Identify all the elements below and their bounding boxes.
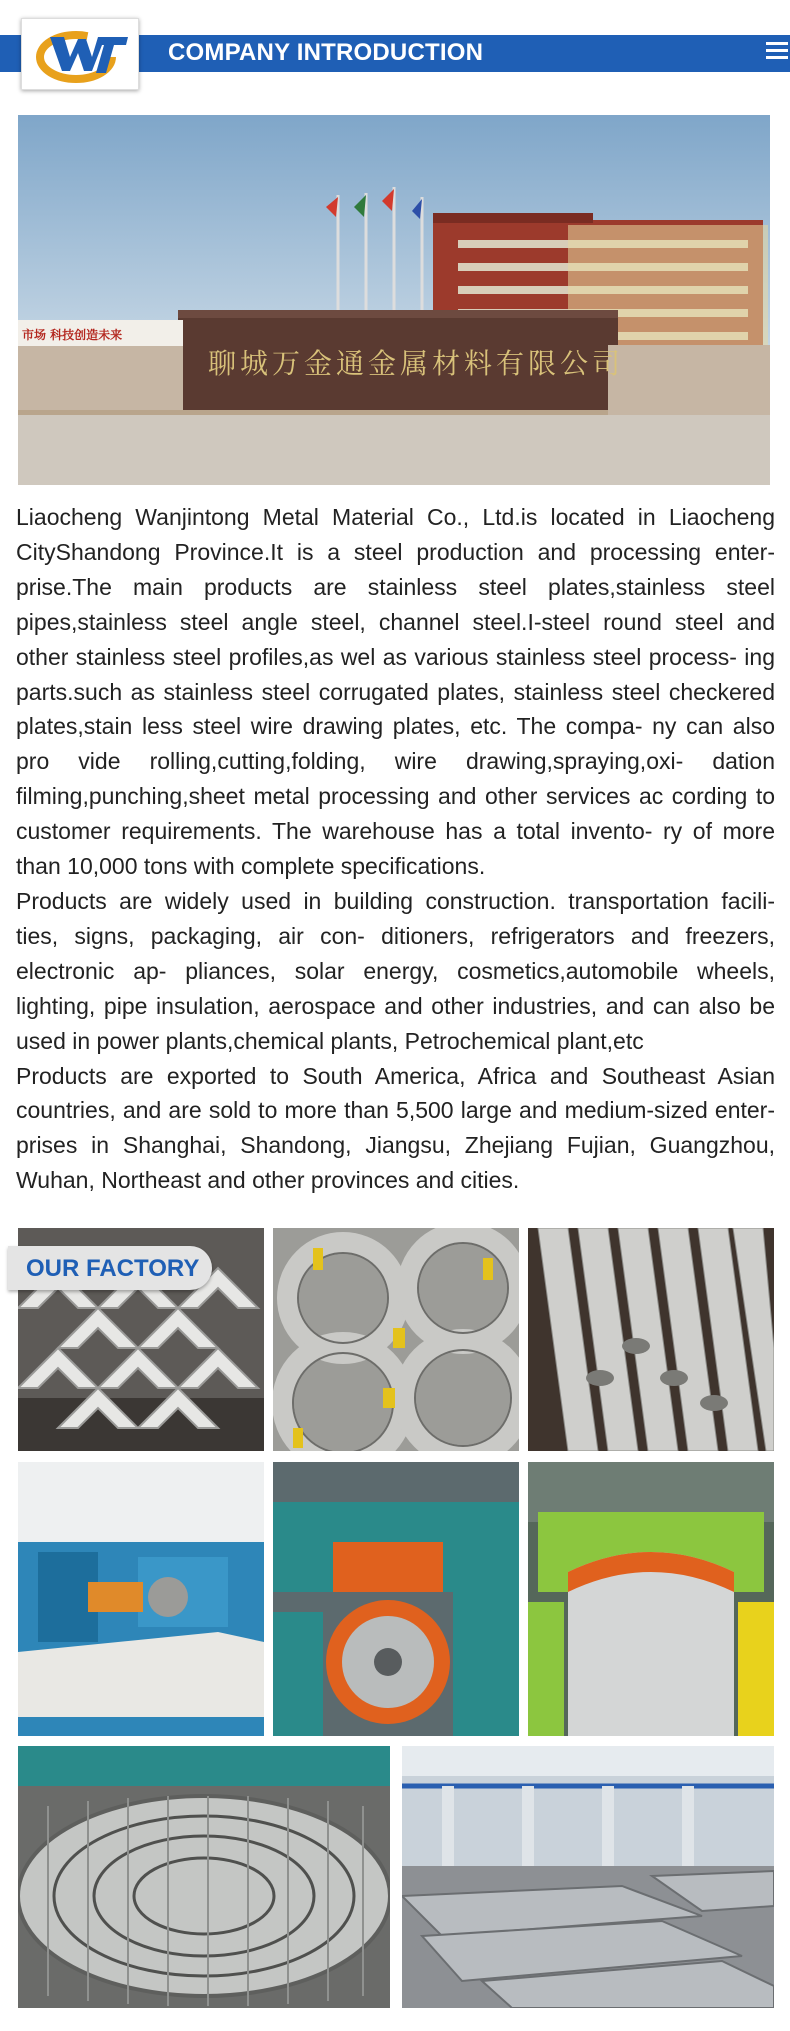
sheet-processing-line-photo [18, 1462, 264, 1736]
steel-plates-warehouse-photo [402, 1746, 774, 2008]
company-intro-text [16, 500, 775, 1198]
sign-text: 聊城万金通金属材料有限公司 [208, 347, 625, 380]
steel-coils-photo [273, 1228, 519, 1451]
our-factory-badge [8, 1246, 212, 1290]
wt-logo-icon [30, 23, 130, 85]
company-building-photo [18, 115, 770, 485]
slitting-line-photo [528, 1462, 774, 1736]
menu-button[interactable] [764, 38, 790, 68]
side-wall-text: 市场 科技创造未来 [22, 328, 123, 342]
coil-machine-photo [273, 1462, 519, 1736]
page-title: COMPANY INTRODUCTION [168, 39, 484, 66]
slit-coil-photo [18, 1746, 390, 2008]
company-logo[interactable] [21, 18, 139, 90]
our-factory-label: OUR FACTORY [26, 1255, 200, 1282]
intro-paragraph: Products are exported to South America, Africa and Southeast Asian countries, and are sold to more than 5,500 large and medium-sized enter- prises in Shanghai, Shandong, Jiangsu, Zhejiang Fujian, Guangzhou, Wuhan, Northeast and other provinces and cities. [16, 1062, 775, 1194]
intro-paragraph: Products are widely used in building construction. transportation facili- ties, signs, packaging, air con- ditioners, refrigerators and freezers, electronic ap- pliances, solar energy, cosmetics,automobile wheels, lighting, pipe insulation, aerospace and other industries, and can also be used in power plants,chemical plants, Petrochemical plant,etc [16, 887, 775, 1054]
steel-bars-photo [528, 1228, 774, 1451]
hamburger-menu-icon [764, 42, 790, 59]
intro-paragraph: Liaocheng Wanjintong Metal Material Co., Ltd.is located in Liaocheng CityShandong Province.It is a steel production and processing enter- prise.The main products are stainless steel plates,stainless steel pipes,stainless steel angle steel, channel steel.I-steel round steel and other stainless steel profiles,as wel as various stainless steel process- ing parts.such as stainless steel corrugated plates, stainless steel checkered plates,stain less steel wire drawing plates, etc. The compa- ny can also pro vide rolling,cutting,folding, wire drawing,spraying,oxi- dation filming,punching,sheet metal processing and other services ac cording to customer requirements. The warehouse has a total invento- ry of more than 10,000 tons with complete specifications. [16, 504, 775, 880]
